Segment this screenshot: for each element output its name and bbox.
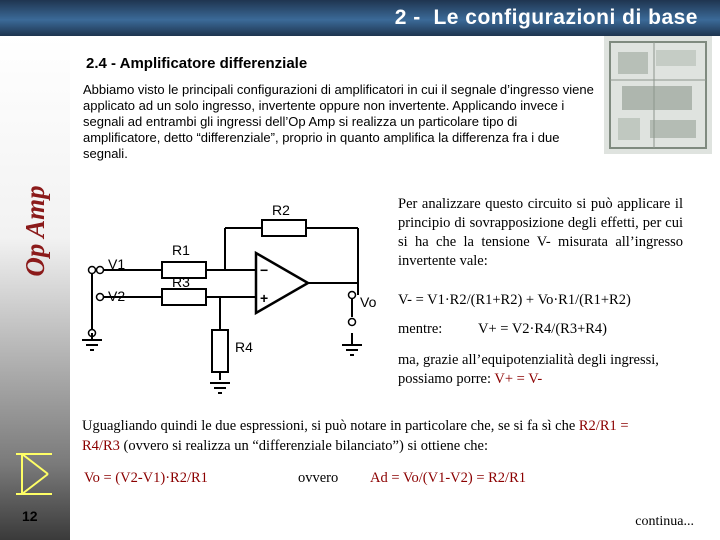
label-r2: R2 [272,202,290,218]
label-r1: R1 [172,242,190,258]
result-vo: Vo = (V2-V1)·R2/R1 [84,470,208,486]
resistor-r2 [262,220,306,236]
opamp-logo-icon [14,452,54,496]
chip-image [604,36,712,154]
balance-condition: R2/R1 = R4/R3 [82,418,629,454]
page-number: 12 [22,508,38,524]
intro-paragraph: Abbiamo visto le principali configurazioni di amplificatori in cui il segnale d’ingresso viene applicato ad un solo ingresso, invertente oppure non invertente. Applicando invece i segnali ad entrambi gli ingressi dell’Op Amp si realizza un particolare tipo di amplificatore, detto “differenziale”, proprio in quanto amplifica la differenza fra i due segnali. [83,82,594,161]
equation-equal: V+ = V- [494,371,543,387]
header-bar [0,0,720,36]
label-minus: − [260,262,269,278]
result-ovvero: ovvero [298,470,339,486]
label-vo: Vo [360,294,377,310]
section-title: 2.4 - Amplificatore differenziale [86,55,308,72]
side-label: Op Amp [20,185,50,277]
equation-v-minus: V- = V1·R2/(R1+R2) + Vo·R1/(R1+R2) [398,292,631,308]
ma-paragraph [398,351,688,389]
label-r4: R4 [235,339,253,355]
label-r3: R3 [172,274,190,290]
mentre-label: mentre: [398,321,443,337]
conclusion-paragraph [82,416,662,456]
conclusion-part1: Uguagliando quindi le due espressioni, si può notare in particolare che, se si fa sì che [82,418,576,434]
result-ad: Ad = Vo/(V1-V2) = R2/R1 [370,470,526,486]
page-header-title: 2 - Le configurazioni di base [394,6,698,29]
label-plus: + [260,290,269,306]
label-v1: V1 [108,256,126,272]
equation-v-plus: V+ = V2·R4/(R3+R4) [478,321,607,337]
resistor-r4 [212,330,228,372]
resistor-r3 [162,289,206,305]
label-v2: V2 [108,288,126,304]
conclusion-part2: (ovvero si realizza un “differenziale bilanciato”) si ottiene che: [119,438,488,454]
analysis-paragraph: Per analizzare questo circuito si può applicare il principio di sovrapposizione degli effetti, per cui si ha che la tensione V- misurata all’ingresso invertente vale: [398,196,683,269]
continua-link[interactable]: continua... [635,514,694,529]
differential-amplifier-circuit [70,195,400,395]
ma-text: ma, grazie all’equipotenzialità degli ingressi, possiamo porre: [398,352,659,387]
